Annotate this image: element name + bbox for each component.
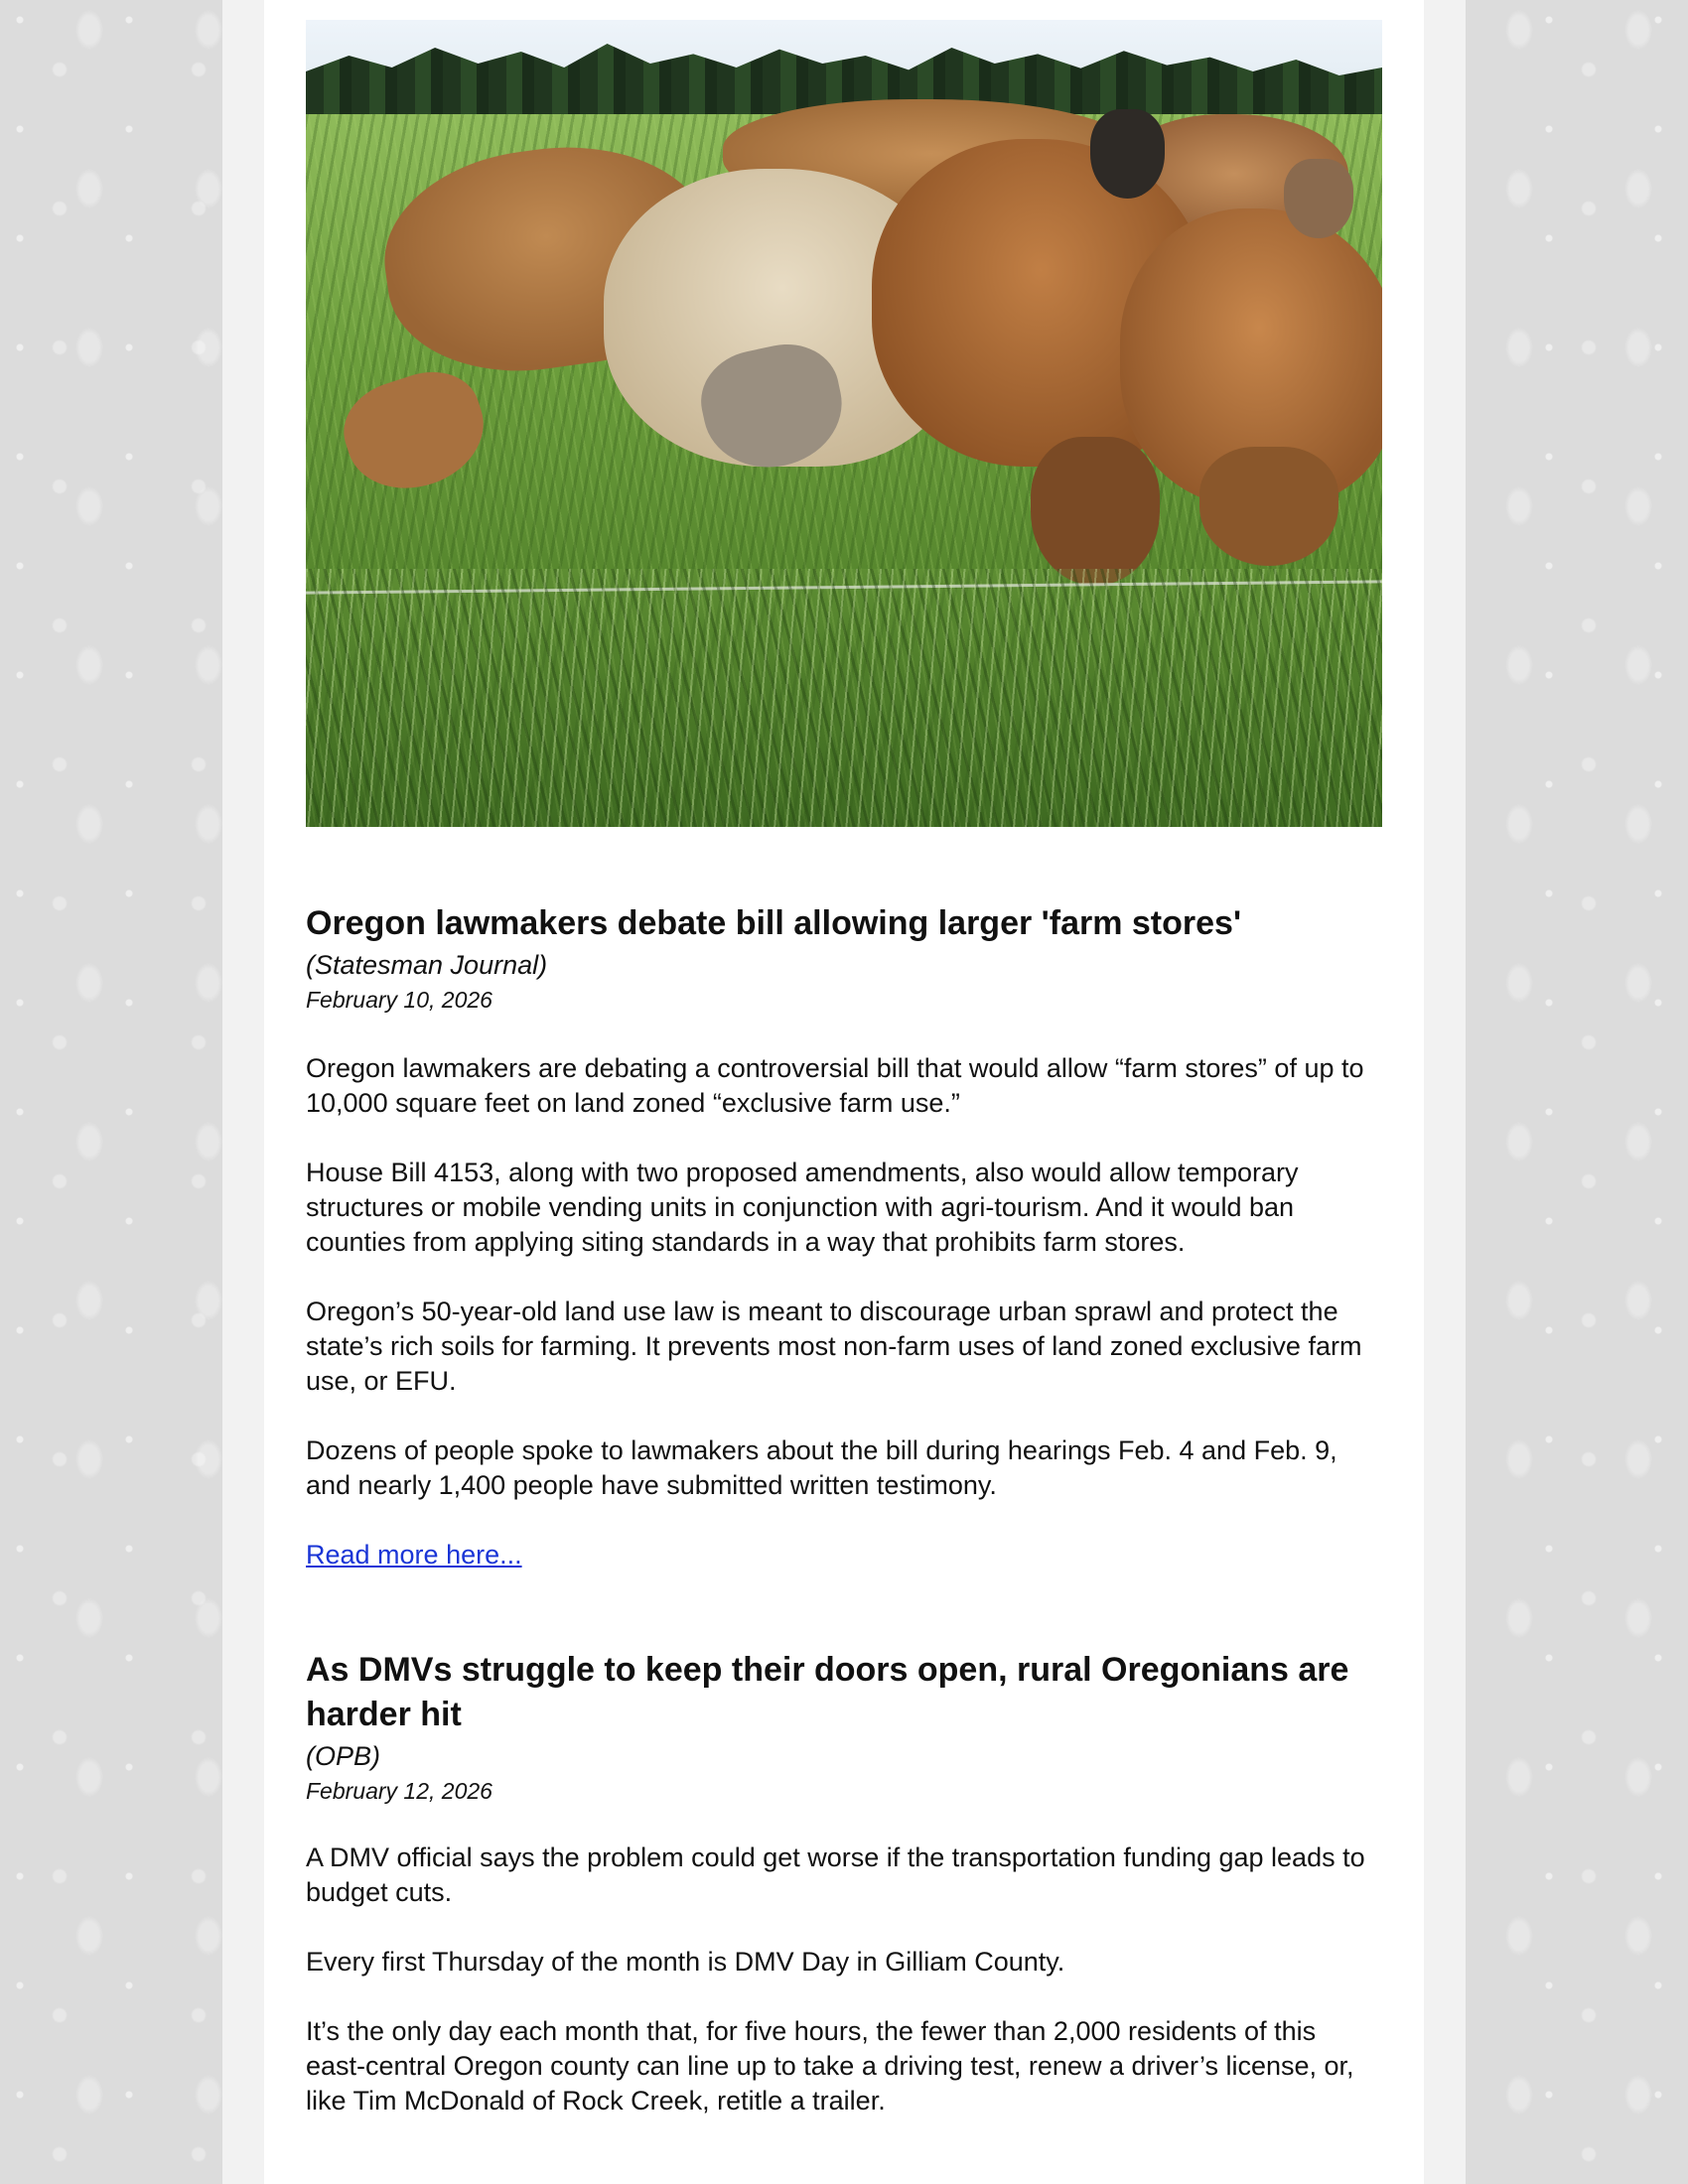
article-paragraph: Oregon lawmakers are debating a controversial bill that would allow “farm stores” of up to 10,000 square feet on land zoned “exclusive farm use.” — [306, 1053, 1364, 1118]
article-headline: As DMVs struggle to keep their doors open, rural Oregonians are harder hit — [306, 1651, 1349, 1733]
photo-cow-head — [1090, 109, 1165, 199]
article-paragraph: Every first Thursday of the month is DMV Day in Gilliam County. — [306, 1947, 1065, 1977]
article-date: February 12, 2026 — [306, 1778, 492, 1804]
photo-cow-head — [1031, 437, 1160, 586]
article-paragraph: Dozens of people spoke to lawmakers about the bill during hearings Feb. 4 and Feb. 9, and nearly 1,400 people have submitted written testimony. — [306, 1435, 1337, 1500]
article-source: (Statesman Journal) — [306, 950, 548, 980]
read-more-link[interactable]: Read more here... — [306, 1540, 522, 1570]
article-paragraph: Oregon’s 50-year-old land use law is meant to discourage urban sprawl and protect the state’s rich soils for farming. It prevents most non-farm uses of land zoned exclusive farm use, or EFU. — [306, 1297, 1362, 1396]
article-dmv — [306, 1648, 1382, 2118]
article-paragraph: House Bill 4153, along with two proposed amendments, also would allow temporary structures or mobile vending units in conjunction with agri-tourism. And it would ban counties from applying siting standards in a way that prohibits farm stores. — [306, 1158, 1299, 1257]
read-more-row — [306, 1538, 1382, 1572]
newsletter-card — [264, 0, 1424, 2184]
article-farm-stores — [306, 901, 1382, 1572]
photo-tall-grass — [306, 569, 1382, 827]
hero-photo-cows — [306, 20, 1382, 827]
newsletter-content — [306, 20, 1382, 2118]
article-paragraph: A DMV official says the problem could get worse if the transportation funding gap leads to budget cuts. — [306, 1843, 1365, 1907]
article-paragraph: It’s the only day each month that, for five hours, the fewer than 2,000 residents of this east-central Oregon county can line up to take a driving test, renew a driver’s license, or, like Tim McDonald of Rock Creek, retitle a trailer. — [306, 2016, 1354, 2116]
article-source: (OPB) — [306, 1741, 381, 1771]
photo-cow-head — [1284, 159, 1353, 238]
article-date: February 10, 2026 — [306, 987, 492, 1013]
article-headline: Oregon lawmakers debate bill allowing larger 'farm stores' — [306, 904, 1242, 942]
photo-cow-head — [1199, 447, 1338, 566]
